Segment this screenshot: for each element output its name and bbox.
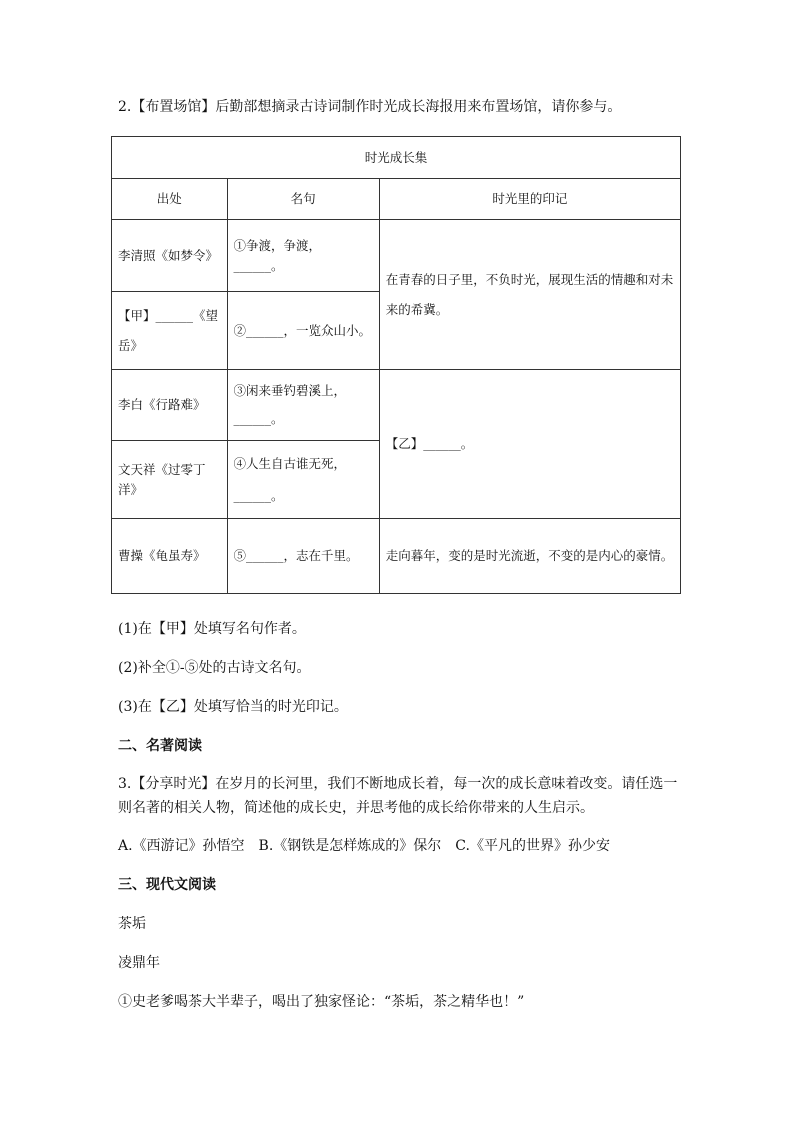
- header-quote: 名句: [227, 179, 379, 220]
- table-row: [112, 519, 681, 594]
- source-line: 岳》: [118, 337, 144, 353]
- question-3-options: A.《西游记》孙悟空 B.《钢铁是怎样炼成的》保尔 C.《平凡的世界》孙少安: [118, 838, 610, 854]
- article-paragraph-1: ①史老爹喝茶大半辈子，喝出了独家怪论：“茶垢，茶之精华也！”: [118, 994, 525, 1010]
- quote-line: ③闲来垂钓碧溪上，: [233, 383, 347, 398]
- subquestion-1: (1)在【甲】处填写名句作者。: [118, 621, 306, 637]
- source-cell: [112, 292, 228, 370]
- source-cell: 李白《行路难》: [112, 370, 228, 441]
- source-cell: 李清照《如梦令》: [112, 220, 228, 292]
- quote-line: ④人生自古谁无死，: [233, 455, 347, 471]
- time-growth-table: [111, 136, 681, 594]
- imprint-cell: [379, 220, 680, 370]
- table-row: [112, 370, 681, 441]
- quote-cell: [227, 370, 379, 441]
- quote-blank-line: ______。: [233, 411, 284, 426]
- section-3-heading: 三、现代文阅读: [118, 877, 216, 893]
- imprint-text: 走向暮年，变的是时光流逝，不变的是内心的豪情。: [385, 548, 674, 563]
- quote-blank-line: ______。: [233, 257, 284, 273]
- source-cell: 曹操《龟虽寿》: [112, 519, 228, 594]
- table-title: 时光成长集: [112, 137, 681, 179]
- quote-line: ①争渡，争渡，: [233, 237, 322, 253]
- question-2-intro: 2.【布置场馆】后勤部想摘录古诗词制作时光成长海报用来布置场馆，请你参与。: [118, 99, 622, 115]
- header-source: 出处: [112, 179, 228, 220]
- table-row: [112, 220, 681, 292]
- quote-cell: [227, 441, 379, 519]
- imprint-text: 在青春的日子里，不负时光，展现生活的情趣和对未来的希冀。: [385, 271, 674, 317]
- article-title: 茶垢: [118, 916, 146, 932]
- quote-cell: ⑤______，志在千里。: [227, 519, 379, 594]
- subquestion-3: (3)在【乙】处填写恰当的时光印记。: [118, 699, 348, 715]
- quote-cell: ②______，一览众山小。: [227, 292, 379, 370]
- imprint-cell: 【乙】______。: [379, 370, 680, 519]
- question-3-line1: 3.【分享时光】在岁月的长河里，我们不断地成长着，每一次的成长意味着改变。请任选一: [118, 776, 678, 792]
- question-3-line2: 则名著的相关人物，简述他的成长史，并思考他的成长给你带来的人生启示。: [118, 800, 594, 816]
- subquestion-2: (2)补全①-⑤处的古诗文名句。: [118, 660, 311, 676]
- section-2-heading: 二、名著阅读: [118, 738, 202, 754]
- article-author: 凌鼎年: [118, 955, 160, 971]
- imprint-cell: [379, 519, 680, 594]
- quote-blank-line: ______。: [233, 487, 284, 503]
- header-imprint: 时光里的印记: [379, 179, 680, 220]
- quote-cell: [227, 220, 379, 292]
- source-line: 【甲】______《望: [118, 307, 219, 323]
- source-cell: 文天祥《过零丁洋》: [112, 441, 228, 519]
